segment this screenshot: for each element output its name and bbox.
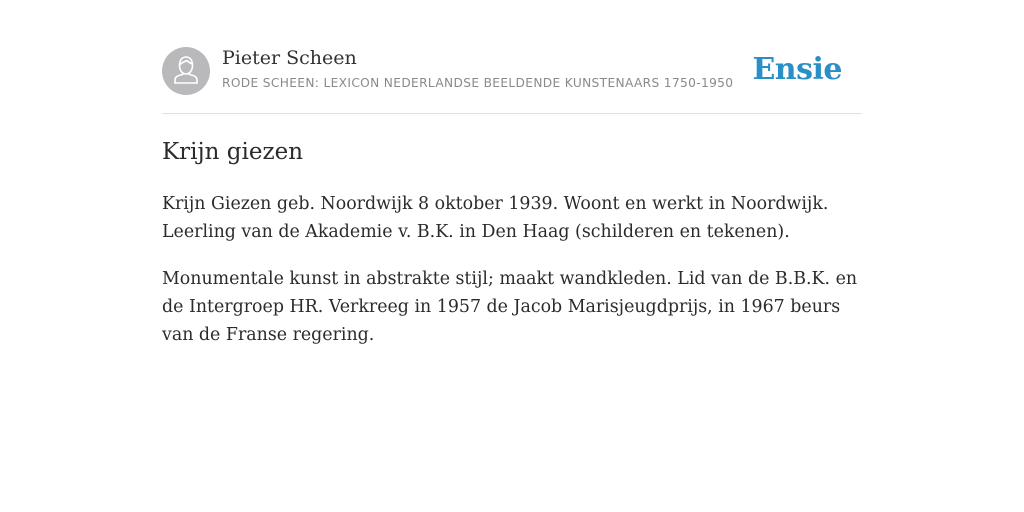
paragraph: Krijn Giezen geb. Noordwijk 8 oktober 1939. Woont en werkt in Noordwijk. Leerling van de Akademie v. B.K. in Den Haag (schilderen en tekenen). xyxy=(162,194,829,242)
paragraph: Monumentale kunst in abstrakte stijl; maakt wandkleden. Lid van de B.B.K. en de Intergroep HR. Verkreeg in 1957 de Jacob Marisjeugdprijs, in 1967 beurs van de Franse regering. xyxy=(162,269,858,345)
article-title: Krijn giezen xyxy=(162,139,304,165)
ensie-logo[interactable]: Ensie xyxy=(752,52,842,87)
person-icon xyxy=(162,47,210,95)
article-header xyxy=(162,46,862,96)
author-name[interactable]: Pieter Scheen xyxy=(222,47,357,69)
source-lexicon[interactable]: RODE SCHEEN: LEXICON NEDERLANDSE BEELDENDE KUNSTENAARS 1750-1950 xyxy=(222,76,734,90)
avatar[interactable] xyxy=(162,47,210,95)
article-body xyxy=(162,190,862,368)
header-divider xyxy=(162,113,862,114)
